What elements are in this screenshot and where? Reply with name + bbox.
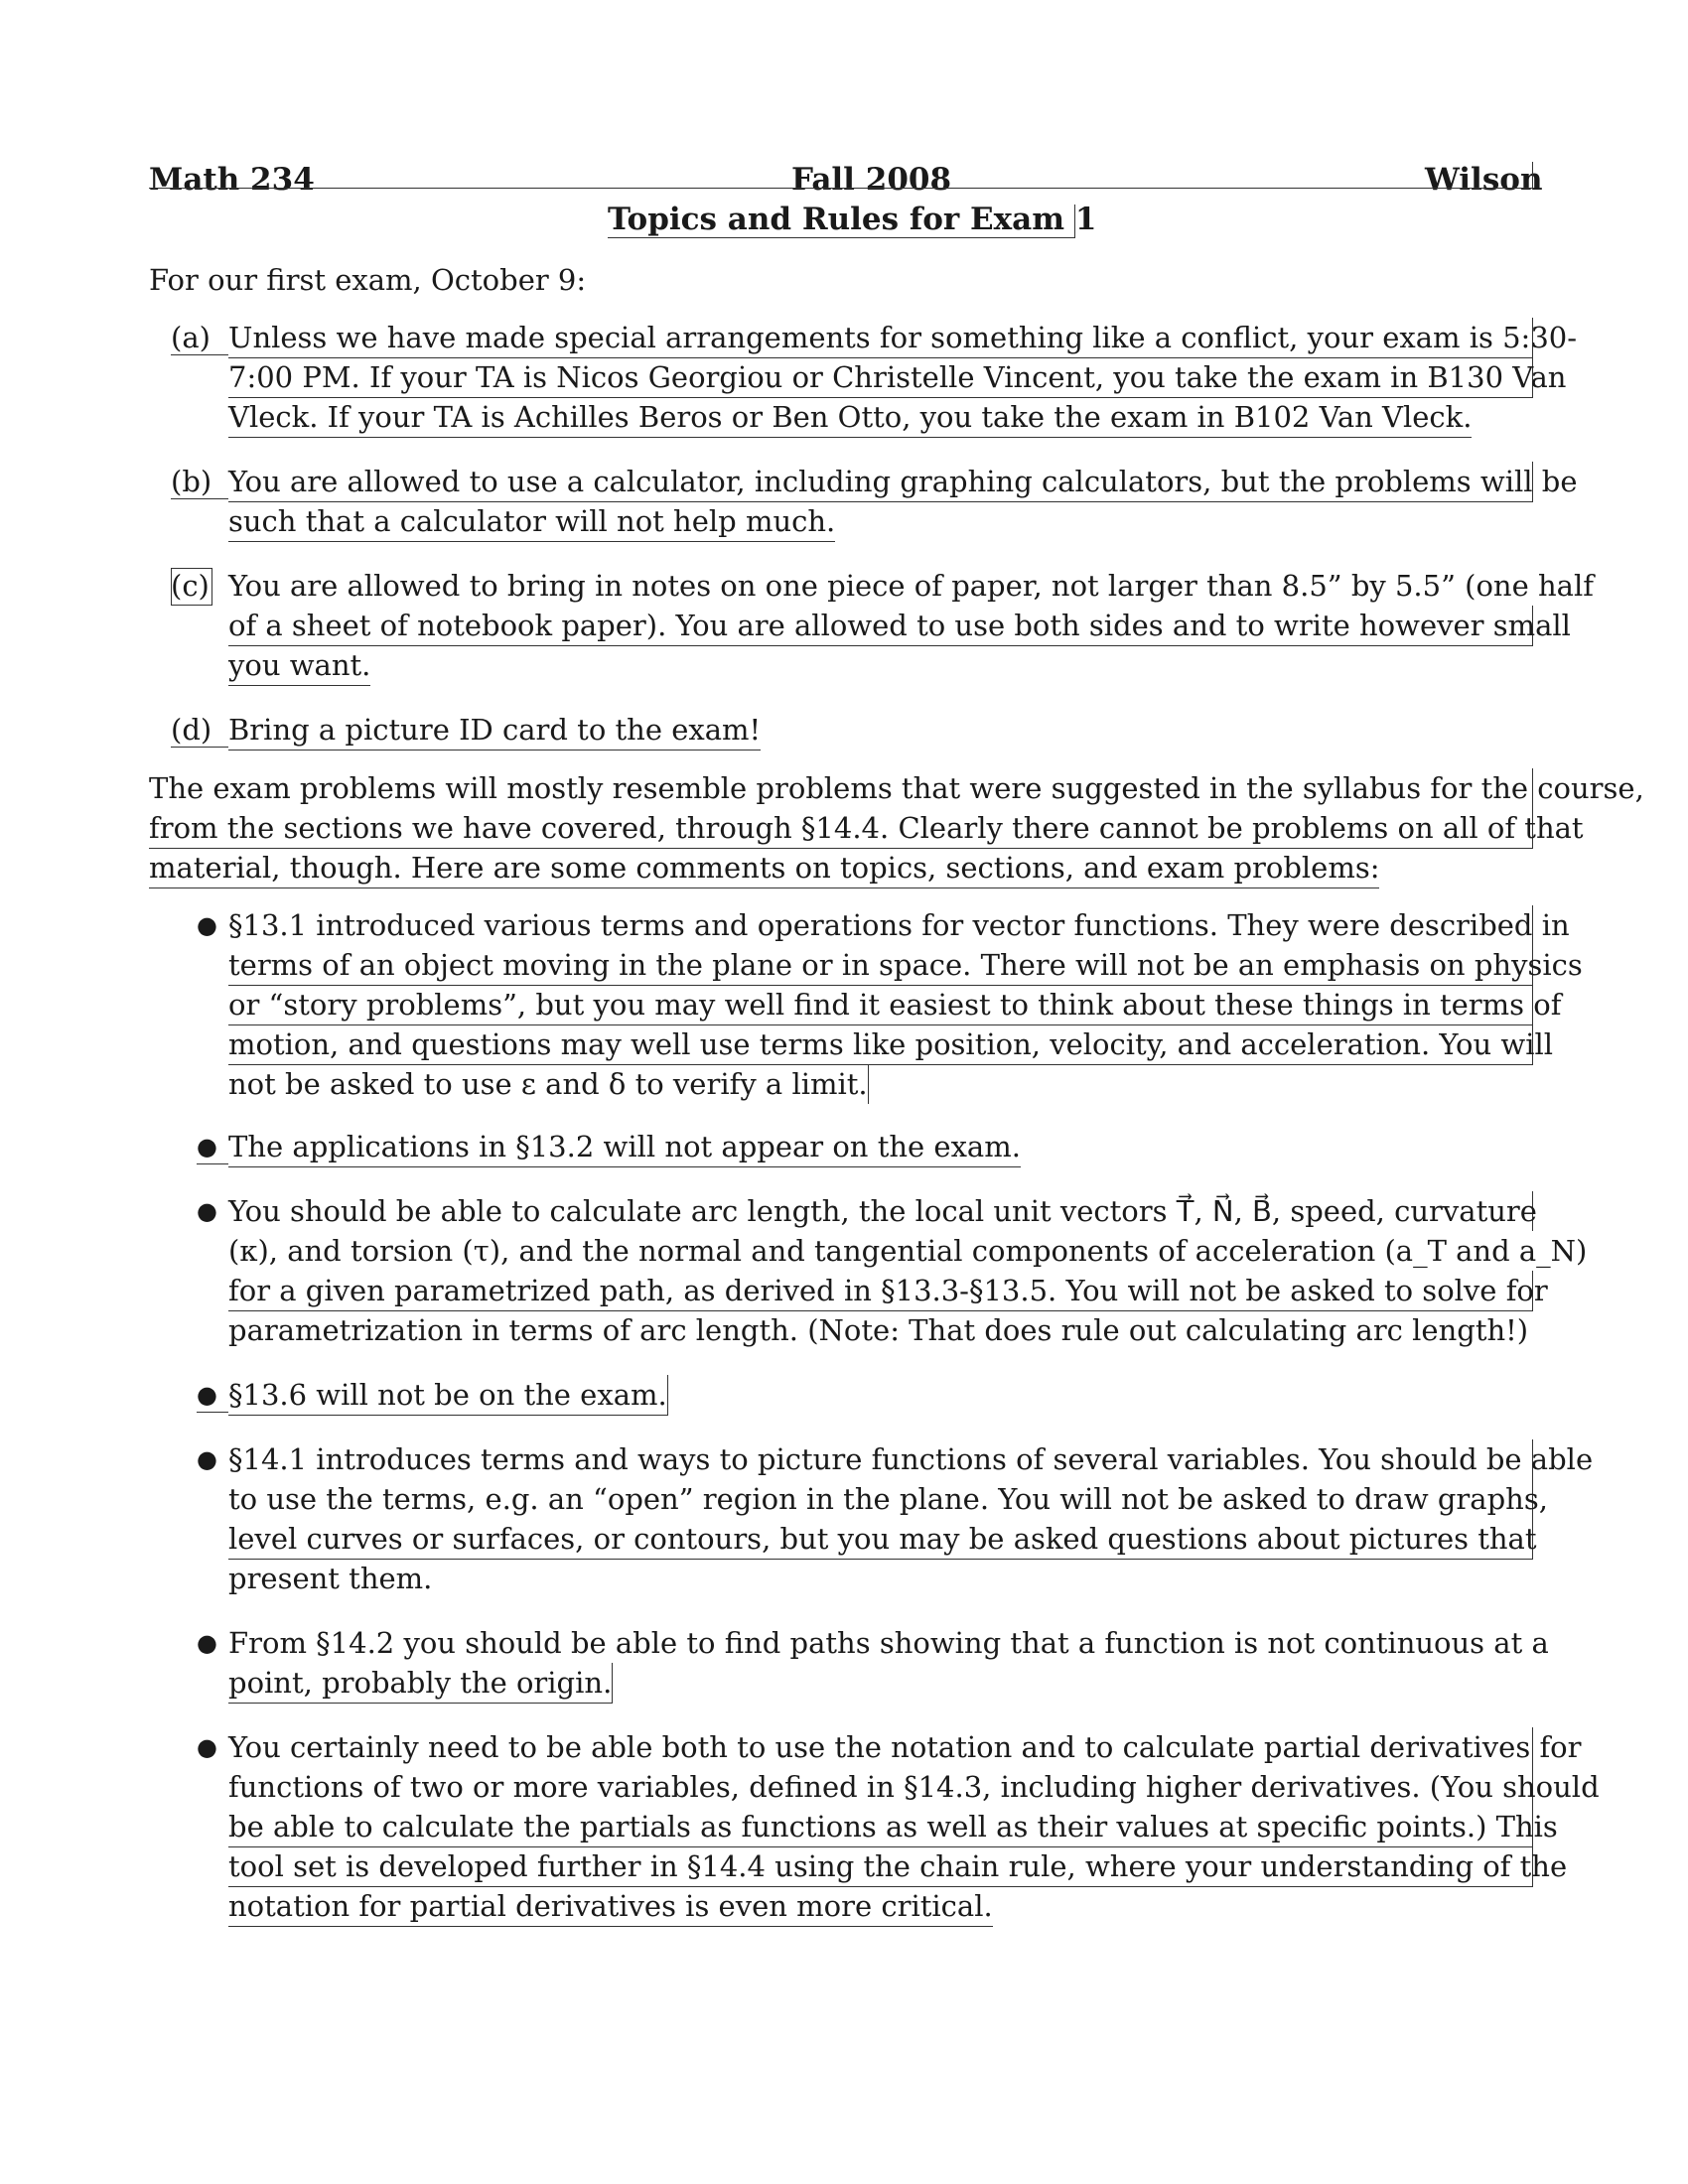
topic-4-bullet-underline [197, 1412, 228, 1413]
topic-1-line-5: not be asked to use ε and δ to verify a limit. [228, 1064, 869, 1104]
bullet-icon: ● [197, 911, 217, 939]
bullet-icon: ● [197, 1733, 217, 1761]
intro-text: For our first exam, October 9: [149, 263, 587, 297]
topic-1-line-1: §13.1 introduced various terms and operations for vector functions. They were described in [228, 905, 1533, 945]
header-rule-end [1532, 162, 1533, 190]
rule-b-label-underline [171, 498, 228, 499]
topic-1-line-4: motion, and questions may well use terms like position, velocity, and acceleration. You will [228, 1024, 1533, 1065]
rule-label-c: (c) [171, 569, 210, 603]
term: Fall 2008 [791, 162, 952, 198]
topic-7-line-1: You certainly need to be able both to use the notation and to calculate partial derivatives for [228, 1727, 1533, 1767]
page-title: Topics and Rules for Exam 1 [608, 202, 1097, 237]
bullet-icon: ● [197, 1381, 217, 1409]
topic-7-line-3: be able to calculate the partials as functions as well as their values at specific points.) This [228, 1807, 1533, 1847]
rule-label-b: (b) [171, 465, 212, 498]
topic-3-line-3: for a given parametrized path, as derived in §13.3-§13.5. You will not be asked to solve for [228, 1271, 1533, 1311]
rule-c-line-2: of a sheet of notebook paper). You are allowed to use both sides and to write however small [228, 606, 1533, 646]
topic-5-line-3: level curves or surfaces, or contours, but you may be asked questions about pictures that [228, 1519, 1533, 1560]
rule-a-line-1: Unless we have made special arrangements for something like a conflict, your exam is 5:30- [228, 318, 1533, 358]
topic-7-line-2: functions of two or more variables, defined in §14.3, including higher derivatives. (You should [228, 1767, 1533, 1807]
topic-3-line-1: You should be able to calculate arc length, the local unit vectors T⃗, N⃗, B⃗, speed, curvature [228, 1191, 1533, 1231]
bullet-icon: ● [197, 1133, 217, 1160]
instructor-name: Wilson [1425, 162, 1543, 198]
topic-1-line-3: or “story problems”, but you may well find it easiest to think about these things in terms of [228, 985, 1533, 1025]
topic-3-line-2: (κ), and torsion (τ), and the normal and tangential components of acceleration (a_T and a_N) [228, 1234, 1588, 1268]
topic-7-line-5: notation for partial derivatives is even more critical. [228, 1886, 993, 1927]
topic-1-line-2: terms of an object moving in the plane or in space. There will not be an emphasis on physics [228, 945, 1533, 986]
paragraph-line-1: The exam problems will mostly resemble problems that were suggested in the syllabus for the course, [149, 768, 1533, 808]
bullet-icon: ● [197, 1197, 217, 1225]
topic-2-line-1: The applications in §13.2 will not appear on the exam. [228, 1127, 1021, 1167]
rule-d-line-1: Bring a picture ID card to the exam! [228, 710, 761, 751]
rule-a-line-3: Vleck. If your TA is Achilles Beros or Ben Otto, you take the exam in B102 Van Vleck. [228, 397, 1472, 438]
topic-2-bullet-underline [197, 1163, 228, 1164]
rule-d-label-underline [171, 747, 228, 748]
topic-5-line-2: to use the terms, e.g. an “open” region in the plane. You will not be asked to draw graphs, [228, 1479, 1533, 1519]
rule-label-a: (a) [171, 321, 211, 354]
rule-a-label-underline [171, 354, 228, 355]
bullet-icon: ● [197, 1445, 217, 1473]
title-rule-end [1074, 205, 1075, 238]
paragraph-line-3: material, though. Here are some comments on topics, sections, and exam problems: [149, 848, 1379, 888]
topic-7-line-4: tool set is developed further in §14.4 using the chain rule, where your understanding of the [228, 1846, 1533, 1887]
course-name: Math 234 [149, 162, 315, 198]
title-underline [608, 237, 1074, 238]
rule-c-line-1: You are allowed to bring in notes on one piece of paper, not larger than 8.5” by 5.5” (one half [228, 569, 1594, 603]
header-rule [149, 188, 1532, 189]
rule-c-label-box [171, 568, 212, 606]
topic-6-line-1: From §14.2 you should be able to find paths showing that a function is not continuous at a [228, 1626, 1549, 1660]
rule-b-line-2: such that a calculator will not help much. [228, 501, 835, 542]
rule-b-line-1: You are allowed to use a calculator, including graphing calculators, but the problems will be [228, 462, 1533, 502]
rule-a-line-2: 7:00 PM. If your TA is Nicos Georgiou or Christelle Vincent, you take the exam in B130 Van [228, 357, 1533, 398]
rule-c-line-3: you want. [228, 645, 370, 686]
topic-4-line-1: §13.6 will not be on the exam. [228, 1375, 668, 1416]
topic-5-line-4: present them. [228, 1562, 433, 1595]
topic-5-line-1: §14.1 introduces terms and ways to picture functions of several variables. You should be able [228, 1439, 1533, 1479]
bullet-icon: ● [197, 1629, 217, 1657]
rule-label-d: (d) [171, 713, 212, 747]
topic-6-line-2: point, probably the origin. [228, 1663, 613, 1704]
paragraph-line-2: from the sections we have covered, through §14.4. Clearly there cannot be problems on all of that [149, 808, 1533, 849]
topic-3-line-4: parametrization in terms of arc length. (Note: That does rule out calculating arc length!) [228, 1313, 1529, 1347]
